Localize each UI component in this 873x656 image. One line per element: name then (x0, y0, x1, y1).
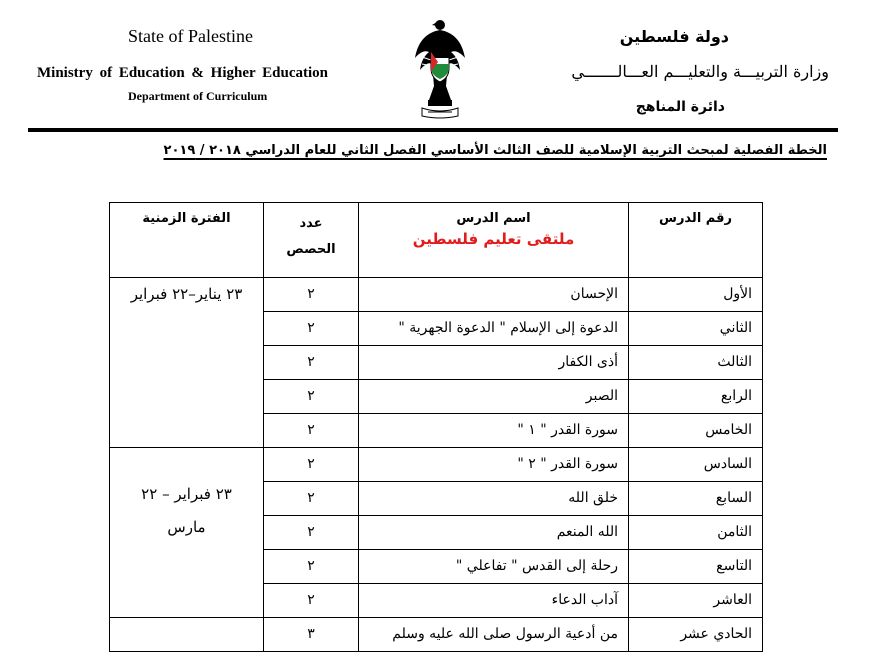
lesson-name: رحلة إلى القدس " تفاعلي " (359, 550, 629, 584)
lesson-name: الصبر (359, 380, 629, 414)
lesson-name: خلق الله (359, 482, 629, 516)
header-lesson-name: اسم الدرس ملتقى تعليم فلسطين (359, 203, 629, 278)
lesson-name: من أدعية الرسول صلى الله عليه وسلم (359, 618, 629, 652)
session-count: ٢ (264, 448, 359, 482)
lesson-number: الثامن (629, 516, 763, 550)
lesson-number: الرابع (629, 380, 763, 414)
english-ministry-name: Ministry of Education & Higher Education (37, 65, 328, 81)
table-header-row (110, 203, 763, 278)
session-count: ٢ (264, 482, 359, 516)
english-state-title: State of Palestine (128, 26, 253, 46)
lesson-number: السابع (629, 482, 763, 516)
header-lesson-number: رقم الدرس (629, 203, 763, 278)
lesson-name: سورة القدر " ١ " (359, 414, 629, 448)
session-count: ٢ (264, 278, 359, 312)
lesson-number: التاسع (629, 550, 763, 584)
lesson-number: الثالث (629, 346, 763, 380)
session-count: ٢ (264, 312, 359, 346)
session-count: ٢ (264, 584, 359, 618)
lesson-number: العاشر (629, 584, 763, 618)
time-period-2: ٢٣ فبراير – ٢٢ مارس (110, 448, 264, 618)
session-count: ٢ (264, 550, 359, 584)
lesson-plan-table (109, 202, 763, 652)
table-row (110, 448, 763, 482)
plan-title: الخطة الفصلية لمبحث التربية الإسلامية للصف الثالث الأساسي الفصل الثاني للعام الدراسي ٢٠١٨ / ٢٠١٩ (163, 143, 827, 158)
header-session-count: عدد الحصص (264, 203, 359, 278)
english-department-name: Department of Curriculum (128, 89, 268, 103)
session-count: ٣ (264, 618, 359, 652)
arabic-ministry-name: وزارة التربيـــة والتعليـــم العـــالـــــــي (571, 62, 829, 81)
time-period-1: ٢٣ يناير–٢٢ فبراير (110, 278, 264, 448)
session-count: ٢ (264, 516, 359, 550)
table-row (110, 618, 763, 652)
header-divider (28, 128, 838, 132)
header-time-period: الفترة الزمنية (110, 203, 264, 278)
session-count: ٢ (264, 380, 359, 414)
time-period-3 (110, 618, 264, 652)
lesson-name: الدعوة إلى الإسلام " الدعوة الجهرية " (359, 312, 629, 346)
lesson-number: الخامس (629, 414, 763, 448)
session-count: ٢ (264, 346, 359, 380)
lesson-name: أذى الكفار (359, 346, 629, 380)
header-lesson-name-subtitle: ملتقى تعليم فلسطين (412, 230, 575, 248)
table-row (110, 278, 763, 312)
lesson-number: الأول (629, 278, 763, 312)
lesson-name: سورة القدر " ٢ " (359, 448, 629, 482)
palestine-eagle-emblem-icon (414, 16, 466, 120)
arabic-department-name: دائرة المناهج (635, 99, 725, 115)
lesson-number: السادس (629, 448, 763, 482)
lesson-name: الإحسان (359, 278, 629, 312)
session-count: ٢ (264, 414, 359, 448)
lesson-number: الثاني (629, 312, 763, 346)
lesson-number: الحادي عشر (629, 618, 763, 652)
lesson-name: آداب الدعاء (359, 584, 629, 618)
lesson-name: الله المنعم (359, 516, 629, 550)
arabic-state-title: دولة فلسطين (619, 27, 729, 46)
